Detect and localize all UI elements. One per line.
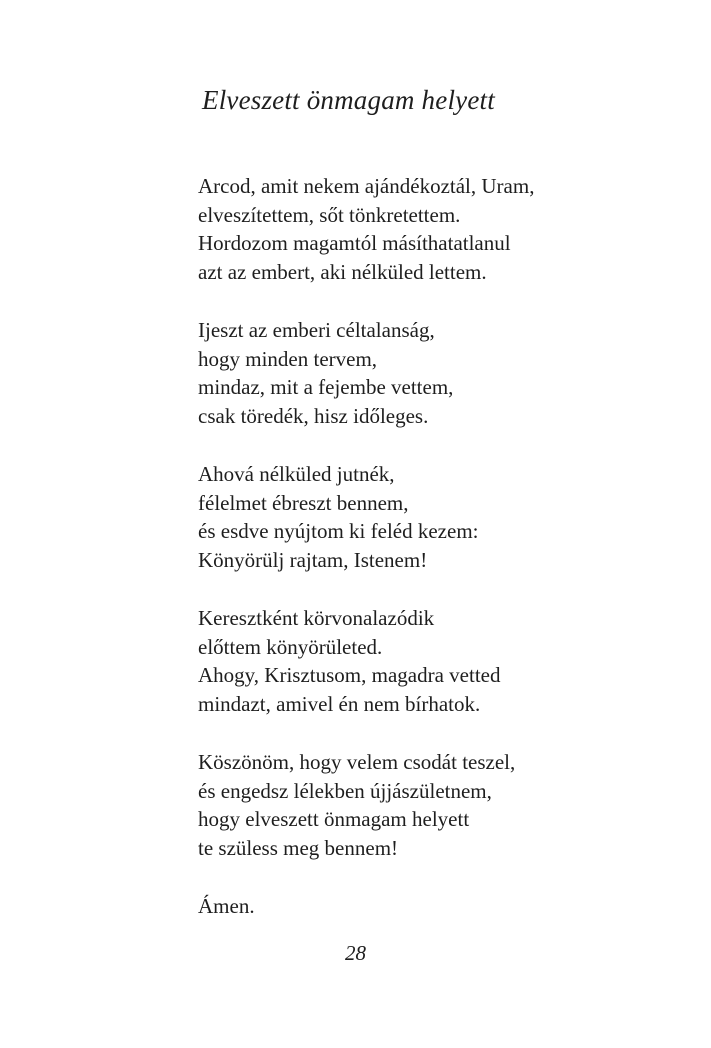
poem-line: előttem könyörületed.: [198, 634, 383, 659]
stanza-6: [198, 892, 698, 921]
poem-line: hogy minden tervem,: [198, 346, 378, 371]
stanza-5: [198, 748, 698, 862]
poem-line: Köszönöm, hogy velem csodát teszel,: [198, 750, 516, 774]
poem-line: elveszítettem, sőt tönkretettem.: [198, 202, 461, 227]
poem-line: mindazt, amivel én nem bírhatok.: [198, 691, 481, 716]
poem-line: és esdve nyújtom ki feléd kezem:: [198, 519, 479, 543]
poem-line: Könyörülj rajtam, Istenem!: [198, 547, 428, 572]
page-number: 28: [345, 941, 366, 965]
poem-line: Ijeszt az emberi céltalanság,: [198, 318, 435, 342]
poem-line: Keresztként körvonalazódik: [198, 606, 435, 630]
poem-line: Ámen.: [198, 894, 255, 918]
poem-line: Arcod, amit nekem ajándékoztál, Uram,: [198, 174, 535, 198]
stanza-2: [198, 316, 698, 430]
poem-line: Ahová nélküled jutnék,: [198, 462, 395, 486]
stanza-4: [198, 604, 698, 718]
poem-body: [198, 172, 698, 951]
poem-line: azt az embert, aki nélküled lettem.: [198, 259, 487, 284]
stanza-1: [198, 172, 698, 286]
stanza-3: [198, 460, 698, 574]
poem-line: Hordozom magamtól másíthatatlanul: [198, 231, 511, 255]
poem-line: csak töredék, hisz időleges.: [198, 403, 429, 428]
poem-line: mindaz, mit a fejembe vettem,: [198, 375, 454, 399]
poem-line: hogy elveszett önmagam helyett: [198, 807, 470, 831]
poem-line: és engedsz lélekben újjászületnem,: [198, 778, 492, 803]
poem-line: te szüless meg bennem!: [198, 835, 399, 860]
poem-line: Ahogy, Krisztusom, magadra vetted: [198, 663, 501, 687]
poem-title: Elveszett önmagam helyett: [202, 85, 495, 115]
poem-line: félelmet ébreszt bennem,: [198, 490, 409, 515]
